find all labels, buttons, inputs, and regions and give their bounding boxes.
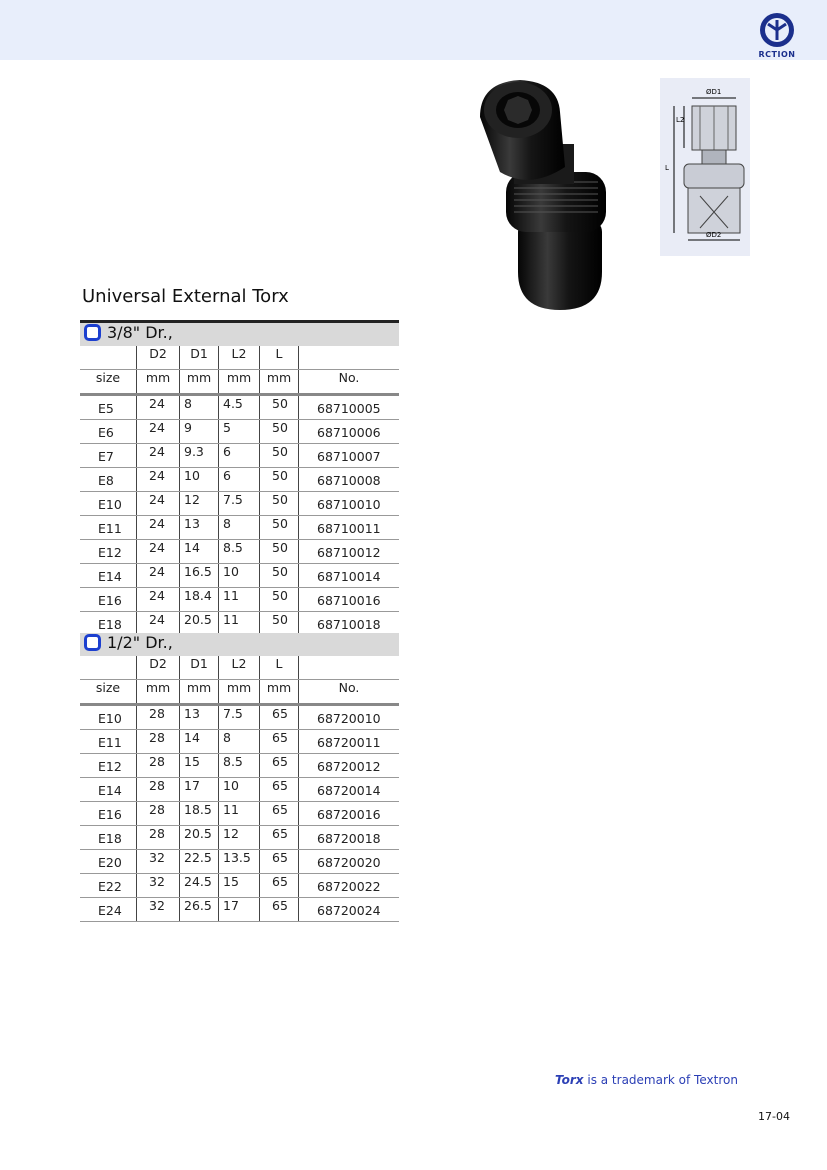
table-cell <box>137 874 180 898</box>
table-cell <box>80 705 137 730</box>
cell-value: 10 <box>184 468 200 483</box>
col-header: size <box>80 680 137 705</box>
col-header <box>299 656 400 680</box>
cell-value: 20.5 <box>184 826 212 841</box>
table-cell <box>137 850 180 874</box>
table-cell <box>180 705 219 730</box>
header-row-bottom <box>80 680 399 705</box>
cell-value: 15 <box>223 874 239 889</box>
cell-value: 15 <box>184 754 200 769</box>
table-row <box>80 612 399 636</box>
cell-value: 24 <box>149 444 165 459</box>
table-row <box>80 588 399 612</box>
section-heading-row <box>80 633 399 656</box>
table-cell <box>137 730 180 754</box>
cell-value: 32 <box>149 850 165 865</box>
cell-value: 68710005 <box>317 401 381 416</box>
label-d1: ØD1 <box>706 88 722 96</box>
table-cell <box>80 444 137 468</box>
table-cell <box>219 778 260 802</box>
table-cell <box>299 564 400 588</box>
cell-value: 68710007 <box>317 449 381 464</box>
cell-value: 65 <box>272 802 288 817</box>
spec-table-1-2 <box>80 633 399 922</box>
brand-logo <box>752 10 802 62</box>
table-cell <box>260 516 299 540</box>
table-cell <box>260 492 299 516</box>
table-cell <box>299 612 400 636</box>
table-cell <box>299 802 400 826</box>
cell-value: 14 <box>184 540 200 555</box>
col-header: No. <box>299 680 400 705</box>
bullet-icon <box>84 324 101 341</box>
table-cell <box>260 826 299 850</box>
cell-value: 11 <box>223 588 239 603</box>
cell-value: 16.5 <box>184 564 212 579</box>
cell-value: 68720011 <box>317 735 381 750</box>
table-cell <box>137 612 180 636</box>
table-cell <box>219 588 260 612</box>
cell-value: 32 <box>149 898 165 913</box>
cell-value: 50 <box>272 516 288 531</box>
table-cell <box>219 754 260 778</box>
table-cell <box>299 705 400 730</box>
table-cell <box>80 898 137 922</box>
cell-value: E18 <box>98 617 122 632</box>
cell-value: 68720020 <box>317 855 381 870</box>
cell-value: 28 <box>149 754 165 769</box>
cell-value: 50 <box>272 468 288 483</box>
table-cell <box>137 778 180 802</box>
cell-value: 68710012 <box>317 545 381 560</box>
cell-value: E12 <box>98 759 122 774</box>
cell-value: 17 <box>223 898 239 913</box>
table-row <box>80 395 399 420</box>
cell-value: 65 <box>272 898 288 913</box>
cell-value: 24 <box>149 396 165 411</box>
cell-value: 32 <box>149 874 165 889</box>
cell-value: E10 <box>98 711 122 726</box>
cell-value: 6 <box>223 444 231 459</box>
table-cell <box>80 850 137 874</box>
cell-value: 50 <box>272 612 288 627</box>
cell-value: 8 <box>223 516 231 531</box>
table-cell <box>219 874 260 898</box>
table-cell <box>260 802 299 826</box>
table-row <box>80 468 399 492</box>
trademark-text: is a trademark of Textron <box>583 1073 738 1087</box>
table-cell <box>180 395 219 420</box>
table-cell <box>299 516 400 540</box>
table-cell <box>137 754 180 778</box>
table-cell <box>299 754 400 778</box>
table-cell <box>299 540 400 564</box>
table-cell <box>137 444 180 468</box>
torx-brand: Torx <box>555 1073 584 1087</box>
dimension-diagram <box>660 78 750 256</box>
table-row <box>80 540 399 564</box>
table-cell <box>180 492 219 516</box>
cell-value: 7.5 <box>223 706 243 721</box>
cell-value: 22.5 <box>184 850 212 865</box>
table-cell <box>80 802 137 826</box>
table-cell <box>80 588 137 612</box>
table-cell <box>260 420 299 444</box>
cell-value: 68710016 <box>317 593 381 608</box>
cell-value: 68720022 <box>317 879 381 894</box>
page-title: Universal External Torx <box>82 286 289 307</box>
table-cell <box>219 898 260 922</box>
cell-value: 28 <box>149 778 165 793</box>
table-cell <box>299 850 400 874</box>
table-cell <box>80 730 137 754</box>
table-cell <box>137 826 180 850</box>
table-cell <box>260 898 299 922</box>
cell-value: 50 <box>272 444 288 459</box>
cell-value: E12 <box>98 545 122 560</box>
cell-value: 24 <box>149 612 165 627</box>
table-cell <box>80 778 137 802</box>
cell-value: 28 <box>149 730 165 745</box>
table-cell <box>137 420 180 444</box>
table-cell <box>80 564 137 588</box>
cell-value: 13 <box>184 706 200 721</box>
cell-value: 24.5 <box>184 874 212 889</box>
col-header: mm <box>219 680 260 705</box>
col-header: D2 <box>137 346 180 370</box>
table-cell <box>137 492 180 516</box>
table-cell <box>137 540 180 564</box>
cell-value: E14 <box>98 783 122 798</box>
table-cell <box>80 516 137 540</box>
cell-value: E10 <box>98 497 122 512</box>
cell-value: E14 <box>98 569 122 584</box>
table-cell <box>299 874 400 898</box>
table-cell <box>219 420 260 444</box>
col-header <box>299 346 400 370</box>
table-cell <box>260 468 299 492</box>
cell-value: 50 <box>272 396 288 411</box>
header-row-bottom <box>80 370 399 395</box>
table-cell <box>299 898 400 922</box>
table-cell <box>260 395 299 420</box>
table-cell <box>137 705 180 730</box>
cell-value: 65 <box>272 850 288 865</box>
table-cell <box>260 444 299 468</box>
col-header: mm <box>137 370 180 395</box>
table-cell <box>137 468 180 492</box>
table-cell <box>260 705 299 730</box>
table-cell <box>260 588 299 612</box>
table-row <box>80 850 399 874</box>
table-cell <box>80 468 137 492</box>
page-number: 17-04 <box>758 1110 790 1123</box>
table-cell <box>260 778 299 802</box>
col-header: mm <box>260 680 299 705</box>
cell-value: 68710010 <box>317 497 381 512</box>
table-cell <box>137 516 180 540</box>
cell-value: 18.5 <box>184 802 212 817</box>
table-row <box>80 705 399 730</box>
col-header: mm <box>180 680 219 705</box>
label-l: L <box>665 164 669 172</box>
label-l2: L2 <box>676 116 685 124</box>
table-cell <box>180 564 219 588</box>
col-header: mm <box>180 370 219 395</box>
table-cell <box>180 802 219 826</box>
cell-value: 8 <box>223 730 231 745</box>
cell-value: 50 <box>272 492 288 507</box>
table-cell <box>219 826 260 850</box>
table-cell <box>219 850 260 874</box>
table-cell <box>180 612 219 636</box>
col-header: L <box>260 656 299 680</box>
table-cell <box>260 850 299 874</box>
section-heading: 1/2" Dr., <box>107 633 173 652</box>
cell-value: 68720016 <box>317 807 381 822</box>
table-cell <box>219 802 260 826</box>
table-cell <box>219 705 260 730</box>
table-cell <box>180 754 219 778</box>
cell-value: 50 <box>272 420 288 435</box>
col-header: mm <box>219 370 260 395</box>
cell-value: 7.5 <box>223 492 243 507</box>
cell-value: 24 <box>149 588 165 603</box>
col-header <box>80 346 137 370</box>
cell-value: 8 <box>184 396 192 411</box>
product-photo <box>470 72 620 310</box>
table-cell <box>180 898 219 922</box>
cell-value: 8.5 <box>223 540 243 555</box>
cell-value: 65 <box>272 706 288 721</box>
col-header: size <box>80 370 137 395</box>
table-cell <box>219 395 260 420</box>
table-row <box>80 516 399 540</box>
table-cell <box>137 564 180 588</box>
col-header: D1 <box>180 656 219 680</box>
cell-value: E5 <box>98 401 114 416</box>
cell-value: 9.3 <box>184 444 204 459</box>
table-cell <box>219 730 260 754</box>
col-header: No. <box>299 370 400 395</box>
cell-value: 50 <box>272 564 288 579</box>
table-cell <box>260 540 299 564</box>
col-header: L2 <box>219 656 260 680</box>
table-cell <box>260 754 299 778</box>
label-d2: ØD2 <box>706 231 722 239</box>
table-cell <box>180 874 219 898</box>
cell-value: 68710008 <box>317 473 381 488</box>
cell-value: 68710018 <box>317 617 381 632</box>
cell-value: 50 <box>272 540 288 555</box>
table-cell <box>260 874 299 898</box>
table-cell <box>299 730 400 754</box>
table-row <box>80 778 399 802</box>
table-row <box>80 874 399 898</box>
section-heading-row <box>80 322 399 347</box>
table-cell <box>299 468 400 492</box>
cell-value: 20.5 <box>184 612 212 627</box>
cell-value: 13.5 <box>223 850 251 865</box>
cell-value: 17 <box>184 778 200 793</box>
table-cell <box>299 778 400 802</box>
table-cell <box>180 730 219 754</box>
table-cell <box>80 874 137 898</box>
col-header: D1 <box>180 346 219 370</box>
cell-value: 12 <box>223 826 239 841</box>
cell-value: 65 <box>272 754 288 769</box>
cell-value: 4.5 <box>223 396 243 411</box>
table-cell <box>180 588 219 612</box>
cell-value: 6 <box>223 468 231 483</box>
cell-value: 68720024 <box>317 903 381 918</box>
table-cell <box>299 826 400 850</box>
cell-value: E22 <box>98 879 122 894</box>
cell-value: 65 <box>272 778 288 793</box>
table-cell <box>180 850 219 874</box>
table-cell <box>260 564 299 588</box>
cell-value: E11 <box>98 735 122 750</box>
table-cell <box>219 612 260 636</box>
cell-value: E24 <box>98 903 122 918</box>
table-cell <box>180 826 219 850</box>
table-cell <box>80 754 137 778</box>
table-cell <box>180 540 219 564</box>
cell-value: 18.4 <box>184 588 212 603</box>
logo-text: RCTION <box>758 50 796 59</box>
table-cell <box>80 492 137 516</box>
table-cell <box>260 612 299 636</box>
table-cell <box>260 730 299 754</box>
cell-value: 12 <box>184 492 200 507</box>
table-cell <box>80 420 137 444</box>
table-cell <box>219 564 260 588</box>
header-bar <box>0 0 827 60</box>
table-cell <box>299 420 400 444</box>
cell-value: 24 <box>149 516 165 531</box>
table-cell <box>219 444 260 468</box>
section-heading: 3/8" Dr., <box>107 323 173 342</box>
table-cell <box>180 444 219 468</box>
cell-value: E6 <box>98 425 114 440</box>
table-cell <box>137 588 180 612</box>
table-cell <box>180 420 219 444</box>
table-cell <box>299 444 400 468</box>
cell-value: 24 <box>149 564 165 579</box>
table-cell <box>137 395 180 420</box>
table-row <box>80 898 399 922</box>
table-row <box>80 730 399 754</box>
col-header: L2 <box>219 346 260 370</box>
cell-value: 11 <box>223 612 239 627</box>
table-cell <box>80 540 137 564</box>
cell-value: 65 <box>272 826 288 841</box>
table-cell <box>180 468 219 492</box>
cell-value: E16 <box>98 593 122 608</box>
cell-value: 9 <box>184 420 192 435</box>
cell-value: E8 <box>98 473 114 488</box>
table-cell <box>299 395 400 420</box>
table-row <box>80 492 399 516</box>
cell-value: 68710014 <box>317 569 381 584</box>
cell-value: 68720018 <box>317 831 381 846</box>
cell-value: 10 <box>223 564 239 579</box>
col-header: L <box>260 346 299 370</box>
cell-value: 8.5 <box>223 754 243 769</box>
table-row <box>80 444 399 468</box>
cell-value: 24 <box>149 420 165 435</box>
cell-value: 68720014 <box>317 783 381 798</box>
cell-value: 28 <box>149 826 165 841</box>
table-cell <box>299 588 400 612</box>
cell-value: 24 <box>149 540 165 555</box>
cell-value: 68720012 <box>317 759 381 774</box>
table-cell <box>180 516 219 540</box>
cell-value: E16 <box>98 807 122 822</box>
cell-value: E18 <box>98 831 122 846</box>
table-cell <box>219 492 260 516</box>
cell-value: 10 <box>223 778 239 793</box>
cell-value: 28 <box>149 802 165 817</box>
header-row-top <box>80 656 399 680</box>
cell-value: 5 <box>223 420 231 435</box>
table-cell <box>80 826 137 850</box>
cell-value: E7 <box>98 449 114 464</box>
table-row <box>80 564 399 588</box>
cell-value: 24 <box>149 492 165 507</box>
cell-value: 28 <box>149 706 165 721</box>
table-cell <box>219 516 260 540</box>
spec-table-3-8 <box>80 320 399 636</box>
cell-value: 13 <box>184 516 200 531</box>
cell-value: 65 <box>272 730 288 745</box>
header-row-top <box>80 346 399 370</box>
table-cell <box>180 778 219 802</box>
col-header <box>80 656 137 680</box>
bullet-icon <box>84 634 101 651</box>
table-row <box>80 802 399 826</box>
cell-value: 50 <box>272 588 288 603</box>
table-row <box>80 826 399 850</box>
col-header: mm <box>137 680 180 705</box>
table-cell <box>219 468 260 492</box>
cell-value: 68710011 <box>317 521 381 536</box>
cell-value: 26.5 <box>184 898 212 913</box>
table-cell <box>137 898 180 922</box>
trademark-note <box>555 1073 738 1087</box>
table-cell <box>137 802 180 826</box>
table-cell <box>299 492 400 516</box>
cell-value: E11 <box>98 521 122 536</box>
logo-icon <box>752 10 802 50</box>
col-header: D2 <box>137 656 180 680</box>
cell-value: 14 <box>184 730 200 745</box>
table-row <box>80 754 399 778</box>
cell-value: 68710006 <box>317 425 381 440</box>
cell-value: 68720010 <box>317 711 381 726</box>
cell-value: 65 <box>272 874 288 889</box>
table-cell <box>219 540 260 564</box>
cell-value: E20 <box>98 855 122 870</box>
table-cell <box>80 612 137 636</box>
col-header: mm <box>260 370 299 395</box>
table-cell <box>80 395 137 420</box>
table-row <box>80 420 399 444</box>
cell-value: 24 <box>149 468 165 483</box>
cell-value: 11 <box>223 802 239 817</box>
